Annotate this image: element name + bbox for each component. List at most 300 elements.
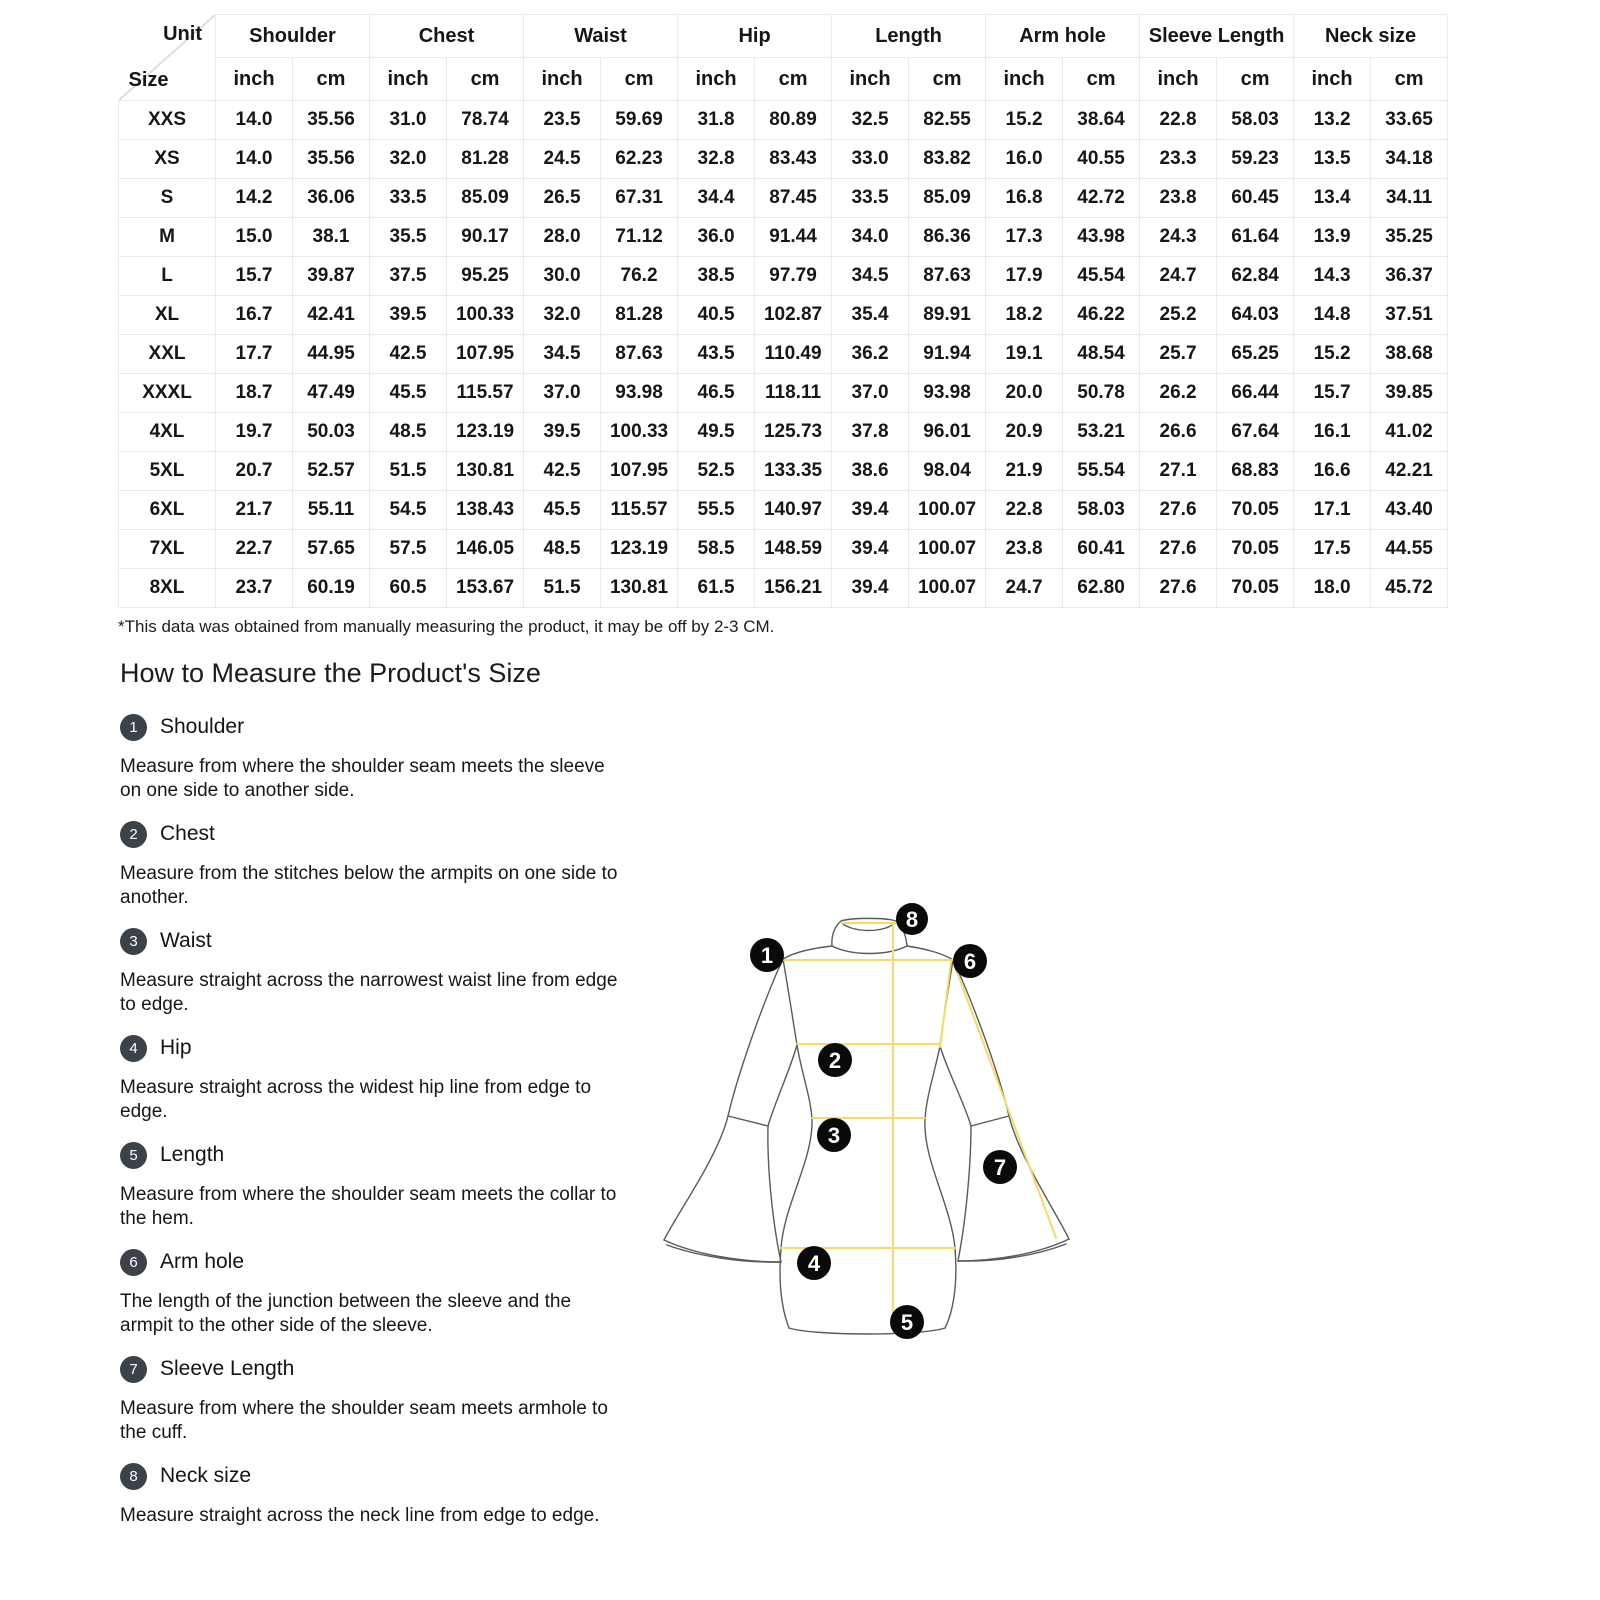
value-cell: 15.2 bbox=[1294, 335, 1371, 374]
value-cell: 25.2 bbox=[1140, 296, 1217, 335]
unit-size-corner-cell bbox=[119, 15, 216, 101]
value-cell: 38.6 bbox=[832, 452, 909, 491]
value-cell: 20.7 bbox=[216, 452, 293, 491]
value-cell: 68.83 bbox=[1217, 452, 1294, 491]
value-cell: 34.0 bbox=[832, 218, 909, 257]
value-cell: 107.95 bbox=[601, 452, 678, 491]
how-to-measure-title: How to Measure the Product's Size bbox=[120, 658, 541, 688]
value-cell: 17.3 bbox=[986, 218, 1063, 257]
value-cell: 86.36 bbox=[909, 218, 986, 257]
table-row bbox=[119, 491, 1448, 530]
value-cell: 133.35 bbox=[755, 452, 832, 491]
size-cell: XXS bbox=[119, 101, 216, 140]
value-cell: 35.56 bbox=[293, 140, 370, 179]
value-cell: 33.5 bbox=[370, 179, 447, 218]
step-description: Measure straight across the widest hip line from edge to edge. bbox=[120, 1077, 592, 1122]
diagram-marker-neck-size bbox=[896, 903, 928, 935]
value-cell: 16.6 bbox=[1294, 452, 1371, 491]
value-cell: 13.4 bbox=[1294, 179, 1371, 218]
value-cell: 156.21 bbox=[755, 569, 832, 608]
value-cell: 18.2 bbox=[986, 296, 1063, 335]
size-cell: XL bbox=[119, 296, 216, 335]
step-description: The length of the junction between the sleeve and the armpit to the other side of the sleeve. bbox=[120, 1291, 572, 1336]
value-cell: 115.57 bbox=[601, 491, 678, 530]
value-cell: 60.41 bbox=[1063, 530, 1140, 569]
value-cell: 60.19 bbox=[293, 569, 370, 608]
unit-header: inch bbox=[1294, 58, 1371, 101]
value-cell: 91.94 bbox=[909, 335, 986, 374]
value-cell: 62.84 bbox=[1217, 257, 1294, 296]
value-cell: 62.23 bbox=[601, 140, 678, 179]
value-cell: 85.09 bbox=[447, 179, 524, 218]
value-cell: 55.54 bbox=[1063, 452, 1140, 491]
value-cell: 24.3 bbox=[1140, 218, 1217, 257]
value-cell: 123.19 bbox=[601, 530, 678, 569]
value-cell: 93.98 bbox=[909, 374, 986, 413]
value-cell: 36.0 bbox=[678, 218, 755, 257]
measure-step-shoulder bbox=[120, 712, 625, 803]
value-cell: 32.0 bbox=[524, 296, 601, 335]
value-cell: 70.05 bbox=[1217, 569, 1294, 608]
value-cell: 23.5 bbox=[524, 101, 601, 140]
value-cell: 118.11 bbox=[755, 374, 832, 413]
measure-steps-list bbox=[120, 712, 625, 1544]
measure-step-arm-hole bbox=[120, 1247, 625, 1338]
column-header: Sleeve Length bbox=[1140, 15, 1294, 58]
value-cell: 54.5 bbox=[370, 491, 447, 530]
diagram-marker-sleeve-length bbox=[983, 1150, 1017, 1184]
value-cell: 36.37 bbox=[1371, 257, 1448, 296]
value-cell: 45.54 bbox=[1063, 257, 1140, 296]
value-cell: 39.4 bbox=[832, 569, 909, 608]
value-cell: 130.81 bbox=[447, 452, 524, 491]
size-cell: S bbox=[119, 179, 216, 218]
step-heading bbox=[120, 1140, 625, 1170]
value-cell: 26.6 bbox=[1140, 413, 1217, 452]
value-cell: 83.43 bbox=[755, 140, 832, 179]
value-cell: 62.80 bbox=[1063, 569, 1140, 608]
step-heading bbox=[120, 1033, 625, 1063]
value-cell: 17.5 bbox=[1294, 530, 1371, 569]
column-header: Neck size bbox=[1294, 15, 1448, 58]
step-label: Neck size bbox=[160, 1464, 252, 1487]
unit-header: cm bbox=[755, 58, 832, 101]
value-cell: 43.98 bbox=[1063, 218, 1140, 257]
value-cell: 110.49 bbox=[755, 335, 832, 374]
value-cell: 57.65 bbox=[293, 530, 370, 569]
value-cell: 55.5 bbox=[678, 491, 755, 530]
unit-header: cm bbox=[447, 58, 524, 101]
value-cell: 138.43 bbox=[447, 491, 524, 530]
value-cell: 15.0 bbox=[216, 218, 293, 257]
size-cell: M bbox=[119, 218, 216, 257]
value-cell: 58.03 bbox=[1063, 491, 1140, 530]
size-cell: L bbox=[119, 257, 216, 296]
value-cell: 27.6 bbox=[1140, 530, 1217, 569]
value-cell: 46.5 bbox=[678, 374, 755, 413]
value-cell: 38.1 bbox=[293, 218, 370, 257]
corner-unit-label: Unit bbox=[163, 22, 202, 45]
value-cell: 14.8 bbox=[1294, 296, 1371, 335]
value-cell: 71.12 bbox=[601, 218, 678, 257]
sleeve-measure-line bbox=[954, 964, 1056, 1238]
value-cell: 66.44 bbox=[1217, 374, 1294, 413]
value-cell: 39.4 bbox=[832, 491, 909, 530]
value-cell: 35.5 bbox=[370, 218, 447, 257]
value-cell: 42.72 bbox=[1063, 179, 1140, 218]
step-heading bbox=[120, 819, 625, 849]
table-row bbox=[119, 218, 1448, 257]
value-cell: 61.5 bbox=[678, 569, 755, 608]
value-cell: 76.2 bbox=[601, 257, 678, 296]
diagram-marker-waist bbox=[817, 1118, 851, 1152]
size-cell: XXL bbox=[119, 335, 216, 374]
value-cell: 67.64 bbox=[1217, 413, 1294, 452]
value-cell: 36.06 bbox=[293, 179, 370, 218]
value-cell: 23.8 bbox=[1140, 179, 1217, 218]
measure-step-chest bbox=[120, 819, 625, 910]
value-cell: 27.1 bbox=[1140, 452, 1217, 491]
step-number-badge: 1 bbox=[120, 714, 147, 741]
value-cell: 70.05 bbox=[1217, 491, 1294, 530]
table-row bbox=[119, 257, 1448, 296]
size-cell: 7XL bbox=[119, 530, 216, 569]
value-cell: 42.5 bbox=[370, 335, 447, 374]
size-cell: 4XL bbox=[119, 413, 216, 452]
value-cell: 41.02 bbox=[1371, 413, 1448, 452]
value-cell: 21.7 bbox=[216, 491, 293, 530]
value-cell: 78.74 bbox=[447, 101, 524, 140]
value-cell: 21.9 bbox=[986, 452, 1063, 491]
value-cell: 22.7 bbox=[216, 530, 293, 569]
value-cell: 34.4 bbox=[678, 179, 755, 218]
value-cell: 34.5 bbox=[832, 257, 909, 296]
value-cell: 80.89 bbox=[755, 101, 832, 140]
value-cell: 14.0 bbox=[216, 140, 293, 179]
value-cell: 38.64 bbox=[1063, 101, 1140, 140]
unit-header: inch bbox=[216, 58, 293, 101]
column-header: Length bbox=[832, 15, 986, 58]
value-cell: 51.5 bbox=[370, 452, 447, 491]
value-cell: 67.31 bbox=[601, 179, 678, 218]
value-cell: 17.9 bbox=[986, 257, 1063, 296]
value-cell: 89.91 bbox=[909, 296, 986, 335]
table-row bbox=[119, 101, 1448, 140]
value-cell: 102.87 bbox=[755, 296, 832, 335]
value-cell: 48.5 bbox=[370, 413, 447, 452]
size-cell: 6XL bbox=[119, 491, 216, 530]
value-cell: 18.7 bbox=[216, 374, 293, 413]
value-cell: 24.5 bbox=[524, 140, 601, 179]
size-cell: XS bbox=[119, 140, 216, 179]
value-cell: 95.25 bbox=[447, 257, 524, 296]
step-description: Measure straight across the neck line from edge to edge. bbox=[120, 1505, 600, 1526]
value-cell: 15.7 bbox=[1294, 374, 1371, 413]
value-cell: 107.95 bbox=[447, 335, 524, 374]
value-cell: 83.82 bbox=[909, 140, 986, 179]
value-cell: 45.5 bbox=[524, 491, 601, 530]
svg-text:7: 7 bbox=[993, 1155, 1007, 1180]
measure-step-sleeve-length bbox=[120, 1354, 625, 1445]
step-heading bbox=[120, 1354, 625, 1384]
value-cell: 44.55 bbox=[1371, 530, 1448, 569]
diagram-marker-hip bbox=[797, 1246, 831, 1280]
size-chart-table bbox=[118, 14, 1448, 608]
diagram-marker-chest bbox=[818, 1043, 852, 1077]
value-cell: 39.4 bbox=[832, 530, 909, 569]
value-cell: 17.1 bbox=[1294, 491, 1371, 530]
value-cell: 100.07 bbox=[909, 569, 986, 608]
step-label: Hip bbox=[160, 1036, 192, 1059]
dress-measurement-diagram bbox=[620, 860, 1100, 1340]
size-cell: 5XL bbox=[119, 452, 216, 491]
step-heading bbox=[120, 1247, 625, 1277]
value-cell: 97.79 bbox=[755, 257, 832, 296]
value-cell: 123.19 bbox=[447, 413, 524, 452]
value-cell: 16.1 bbox=[1294, 413, 1371, 452]
value-cell: 44.95 bbox=[293, 335, 370, 374]
svg-text:3: 3 bbox=[827, 1123, 841, 1148]
value-cell: 37.0 bbox=[832, 374, 909, 413]
step-description: Measure from where the shoulder seam meets the collar to the hem. bbox=[120, 1184, 617, 1229]
value-cell: 42.21 bbox=[1371, 452, 1448, 491]
value-cell: 52.5 bbox=[678, 452, 755, 491]
column-header: Hip bbox=[678, 15, 832, 58]
value-cell: 87.45 bbox=[755, 179, 832, 218]
value-cell: 35.25 bbox=[1371, 218, 1448, 257]
step-number-badge: 2 bbox=[120, 821, 147, 848]
table-row bbox=[119, 413, 1448, 452]
table-row bbox=[119, 530, 1448, 569]
value-cell: 33.5 bbox=[832, 179, 909, 218]
value-cell: 22.8 bbox=[986, 491, 1063, 530]
svg-text:5: 5 bbox=[900, 1310, 914, 1335]
value-cell: 37.51 bbox=[1371, 296, 1448, 335]
value-cell: 23.8 bbox=[986, 530, 1063, 569]
unit-header: cm bbox=[601, 58, 678, 101]
value-cell: 43.5 bbox=[678, 335, 755, 374]
value-cell: 38.5 bbox=[678, 257, 755, 296]
step-label: Length bbox=[160, 1143, 225, 1166]
unit-header: cm bbox=[909, 58, 986, 101]
value-cell: 13.5 bbox=[1294, 140, 1371, 179]
value-cell: 140.97 bbox=[755, 491, 832, 530]
measurement-disclaimer: *This data was obtained from manually measuring the product, it may be off by 2-3 CM. bbox=[118, 617, 775, 636]
step-heading bbox=[120, 712, 625, 742]
value-cell: 33.65 bbox=[1371, 101, 1448, 140]
value-cell: 87.63 bbox=[909, 257, 986, 296]
value-cell: 32.5 bbox=[832, 101, 909, 140]
value-cell: 40.5 bbox=[678, 296, 755, 335]
column-header: Chest bbox=[370, 15, 524, 58]
value-cell: 50.78 bbox=[1063, 374, 1140, 413]
unit-header: inch bbox=[986, 58, 1063, 101]
value-cell: 47.49 bbox=[293, 374, 370, 413]
step-description: Measure straight across the narrowest waist line from edge to edge. bbox=[120, 970, 618, 1015]
value-cell: 50.03 bbox=[293, 413, 370, 452]
step-label: Chest bbox=[160, 822, 215, 845]
diagram-marker-shoulder bbox=[750, 938, 784, 972]
size-cell: 8XL bbox=[119, 569, 216, 608]
value-cell: 45.72 bbox=[1371, 569, 1448, 608]
step-heading bbox=[120, 926, 625, 956]
value-cell: 14.2 bbox=[216, 179, 293, 218]
value-cell: 28.0 bbox=[524, 218, 601, 257]
value-cell: 24.7 bbox=[1140, 257, 1217, 296]
diagram-marker-length bbox=[890, 1305, 924, 1339]
value-cell: 17.7 bbox=[216, 335, 293, 374]
value-cell: 49.5 bbox=[678, 413, 755, 452]
measure-step-neck-size bbox=[120, 1461, 625, 1528]
value-cell: 20.0 bbox=[986, 374, 1063, 413]
step-number-badge: 7 bbox=[120, 1356, 147, 1383]
value-cell: 14.0 bbox=[216, 101, 293, 140]
value-cell: 59.23 bbox=[1217, 140, 1294, 179]
value-cell: 57.5 bbox=[370, 530, 447, 569]
value-cell: 40.55 bbox=[1063, 140, 1140, 179]
value-cell: 23.7 bbox=[216, 569, 293, 608]
value-cell: 24.7 bbox=[986, 569, 1063, 608]
value-cell: 51.5 bbox=[524, 569, 601, 608]
unit-header: inch bbox=[524, 58, 601, 101]
value-cell: 90.17 bbox=[447, 218, 524, 257]
column-header: Waist bbox=[524, 15, 678, 58]
value-cell: 25.7 bbox=[1140, 335, 1217, 374]
value-cell: 31.0 bbox=[370, 101, 447, 140]
value-cell: 34.5 bbox=[524, 335, 601, 374]
value-cell: 148.59 bbox=[755, 530, 832, 569]
measure-step-hip bbox=[120, 1033, 625, 1124]
value-cell: 35.56 bbox=[293, 101, 370, 140]
value-cell: 65.25 bbox=[1217, 335, 1294, 374]
value-cell: 59.69 bbox=[601, 101, 678, 140]
value-cell: 36.2 bbox=[832, 335, 909, 374]
svg-text:2: 2 bbox=[828, 1048, 842, 1073]
value-cell: 53.21 bbox=[1063, 413, 1140, 452]
table-row bbox=[119, 140, 1448, 179]
value-cell: 91.44 bbox=[755, 218, 832, 257]
step-number-badge: 3 bbox=[120, 928, 147, 955]
value-cell: 100.07 bbox=[909, 530, 986, 569]
value-cell: 27.6 bbox=[1140, 491, 1217, 530]
step-number-badge: 6 bbox=[120, 1249, 147, 1276]
value-cell: 45.5 bbox=[370, 374, 447, 413]
value-cell: 37.0 bbox=[524, 374, 601, 413]
unit-header: cm bbox=[1063, 58, 1140, 101]
dress-outline bbox=[664, 918, 1069, 1334]
table-row bbox=[119, 452, 1448, 491]
unit-header: inch bbox=[370, 58, 447, 101]
value-cell: 30.0 bbox=[524, 257, 601, 296]
step-label: Shoulder bbox=[160, 715, 245, 738]
value-cell: 35.4 bbox=[832, 296, 909, 335]
value-cell: 81.28 bbox=[601, 296, 678, 335]
value-cell: 96.01 bbox=[909, 413, 986, 452]
value-cell: 82.55 bbox=[909, 101, 986, 140]
unit-header: inch bbox=[1140, 58, 1217, 101]
value-cell: 13.9 bbox=[1294, 218, 1371, 257]
value-cell: 130.81 bbox=[601, 569, 678, 608]
svg-text:4: 4 bbox=[807, 1251, 821, 1276]
value-cell: 14.3 bbox=[1294, 257, 1371, 296]
value-cell: 38.68 bbox=[1371, 335, 1448, 374]
value-cell: 55.11 bbox=[293, 491, 370, 530]
value-cell: 13.2 bbox=[1294, 101, 1371, 140]
step-heading bbox=[120, 1461, 625, 1491]
value-cell: 19.7 bbox=[216, 413, 293, 452]
value-cell: 58.03 bbox=[1217, 101, 1294, 140]
value-cell: 61.64 bbox=[1217, 218, 1294, 257]
value-cell: 64.03 bbox=[1217, 296, 1294, 335]
value-cell: 32.0 bbox=[370, 140, 447, 179]
value-cell: 146.05 bbox=[447, 530, 524, 569]
svg-text:6: 6 bbox=[963, 949, 977, 974]
value-cell: 19.1 bbox=[986, 335, 1063, 374]
diagram-marker-arm-hole bbox=[953, 944, 987, 978]
unit-header: inch bbox=[678, 58, 755, 101]
step-description: Measure from where the shoulder seam meets the sleeve on one side to another side. bbox=[120, 756, 605, 801]
table-row bbox=[119, 179, 1448, 218]
value-cell: 81.28 bbox=[447, 140, 524, 179]
value-cell: 32.8 bbox=[678, 140, 755, 179]
value-cell: 37.5 bbox=[370, 257, 447, 296]
value-cell: 39.85 bbox=[1371, 374, 1448, 413]
value-cell: 42.41 bbox=[293, 296, 370, 335]
value-cell: 26.2 bbox=[1140, 374, 1217, 413]
value-cell: 16.7 bbox=[216, 296, 293, 335]
unit-header: cm bbox=[293, 58, 370, 101]
step-label: Sleeve Length bbox=[160, 1357, 295, 1380]
value-cell: 26.5 bbox=[524, 179, 601, 218]
value-cell: 23.3 bbox=[1140, 140, 1217, 179]
step-label: Arm hole bbox=[160, 1250, 245, 1273]
value-cell: 34.11 bbox=[1371, 179, 1448, 218]
table-row bbox=[119, 296, 1448, 335]
value-cell: 33.0 bbox=[832, 140, 909, 179]
step-label: Waist bbox=[160, 929, 212, 952]
value-cell: 52.57 bbox=[293, 452, 370, 491]
unit-header: cm bbox=[1371, 58, 1448, 101]
step-number-badge: 5 bbox=[120, 1142, 147, 1169]
corner-size-label: Size bbox=[128, 69, 169, 91]
value-cell: 16.8 bbox=[986, 179, 1063, 218]
svg-text:1: 1 bbox=[760, 943, 774, 968]
value-cell: 18.0 bbox=[1294, 569, 1371, 608]
value-cell: 60.5 bbox=[370, 569, 447, 608]
value-cell: 39.5 bbox=[524, 413, 601, 452]
table-row bbox=[119, 569, 1448, 608]
value-cell: 39.87 bbox=[293, 257, 370, 296]
value-cell: 37.8 bbox=[832, 413, 909, 452]
value-cell: 98.04 bbox=[909, 452, 986, 491]
step-number-badge: 8 bbox=[120, 1463, 147, 1490]
step-number-badge: 4 bbox=[120, 1035, 147, 1062]
value-cell: 58.5 bbox=[678, 530, 755, 569]
table-row bbox=[119, 335, 1448, 374]
value-cell: 22.8 bbox=[1140, 101, 1217, 140]
value-cell: 153.67 bbox=[447, 569, 524, 608]
svg-text:8: 8 bbox=[905, 907, 919, 932]
value-cell: 100.33 bbox=[447, 296, 524, 335]
table-row bbox=[119, 374, 1448, 413]
value-cell: 125.73 bbox=[755, 413, 832, 452]
value-cell: 15.2 bbox=[986, 101, 1063, 140]
column-header: Shoulder bbox=[216, 15, 370, 58]
unit-header: cm bbox=[1217, 58, 1294, 101]
step-description: Measure from where the shoulder seam meets armhole to the cuff. bbox=[120, 1398, 608, 1443]
value-cell: 48.5 bbox=[524, 530, 601, 569]
value-cell: 70.05 bbox=[1217, 530, 1294, 569]
